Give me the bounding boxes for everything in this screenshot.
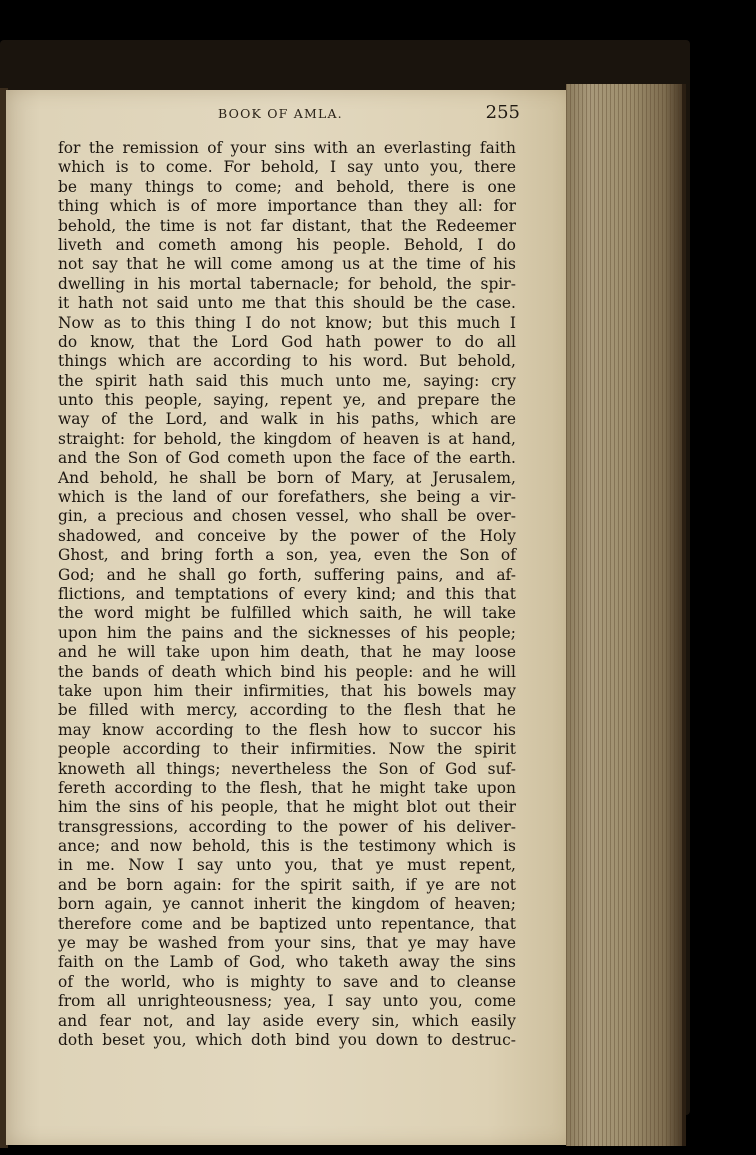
text-line: dwelling in his mortal tabernacle; for behold, the spir- [58,274,516,293]
text-line: ye may be washed from your sins, that ye may have [58,934,516,953]
text-line: from all unrighteousness; yea, I say unto you, come [58,992,516,1011]
text-line: may know according to the flesh how to succor his [58,720,516,739]
text-line: which is to come. For behold, I say unto you, there [58,158,516,177]
text-line: take upon him their infirmities, that his bowels may [58,681,516,700]
text-line: not say that he will come among us at the time of his [58,255,516,274]
text-line: the word might be fulfilled which saith, he will take [58,604,516,623]
text-line: behold, the time is not far distant, that the Redeemer [58,216,516,235]
text-line: gin, a precious and chosen vessel, who shall be over- [58,507,516,526]
text-line: of the world, who is mighty to save and to cleanse [58,972,516,991]
text-line: the bands of death which bind his people: and he will [58,662,516,681]
text-line: liveth and cometh among his people. Behold, I do [58,235,516,254]
text-line: him the sins of his people, that he might blot out their [58,798,516,817]
text-line: which is the land of our forefathers, she being a vir- [58,488,516,507]
text-line: fereth according to the flesh, that he might take upon [58,778,516,797]
text-line: it hath not said unto me that this should be the case. [58,294,516,313]
text-line: faith on the Lamb of God, who taketh away the sins [58,953,516,972]
text-line: be filled with mercy, according to the flesh that he [58,701,516,720]
text-line: shadowed, and conceive by the power of the Holy [58,526,516,545]
text-line: Now as to this thing I do not know; but this much I [58,313,516,332]
text-line: doth beset you, which doth bind you down to destruc- [58,1030,516,1049]
text-line: for the remission of your sins with an everlasting faith [58,139,516,157]
text-line: things which are according to his word. But behold, [58,352,516,371]
text-line: transgressions, according to the power of his deliver- [58,817,516,836]
text-line: the spirit hath said this much unto me, saying: cry [58,371,516,390]
text-line: therefore come and be baptized unto repentance, that [58,914,516,933]
text-line: do know, that the Lord God hath power to do all [58,332,516,351]
text-line: And behold, he shall be born of Mary, at Jerusalem, [58,468,516,487]
page-fore-edge [566,84,686,1146]
page-number: 255 [485,102,520,123]
text-line: ance; and now behold, this is the testimony which is [58,837,516,856]
text-line: and be born again: for the spirit saith, if ye are not [58,875,516,894]
text-line: and fear not, and lay aside every sin, which easily [58,1011,516,1030]
text-line: and the Son of God cometh upon the face of the earth. [58,449,516,468]
text-line: flictions, and temptations of every kind; and this that [58,584,516,603]
text-line: born again, ye cannot inherit the kingdom of heaven; [58,895,516,914]
text-line: straight: for behold, the kingdom of heaven is at hand, [58,429,516,448]
text-line: unto this people, saying, repent ye, and prepare the [58,391,516,410]
text-line: knoweth all things; nevertheless the Son of God suf- [58,759,516,778]
text-line: way of the Lord, and walk in his paths, which are [58,410,516,429]
running-title: BOOK OF AMLA. [218,106,343,121]
text-line: and he will take upon him death, that he may loose [58,643,516,662]
page-header [60,102,520,124]
text-line: Ghost, and bring forth a son, yea, even the Son of [58,546,516,565]
text-line: thing which is of more importance than they all: for [58,197,516,216]
text-line: people according to their infirmities. Now the spirit [58,740,516,759]
text-line: upon him the pains and the sicknesses of his people; [58,623,516,642]
text-line: God; and he shall go forth, suffering pains, and af- [58,565,516,584]
text-line: be many things to come; and behold, there is one [58,177,516,196]
text-line: in me. Now I say unto you, that ye must repent, [58,856,516,875]
body-text [58,139,516,1050]
